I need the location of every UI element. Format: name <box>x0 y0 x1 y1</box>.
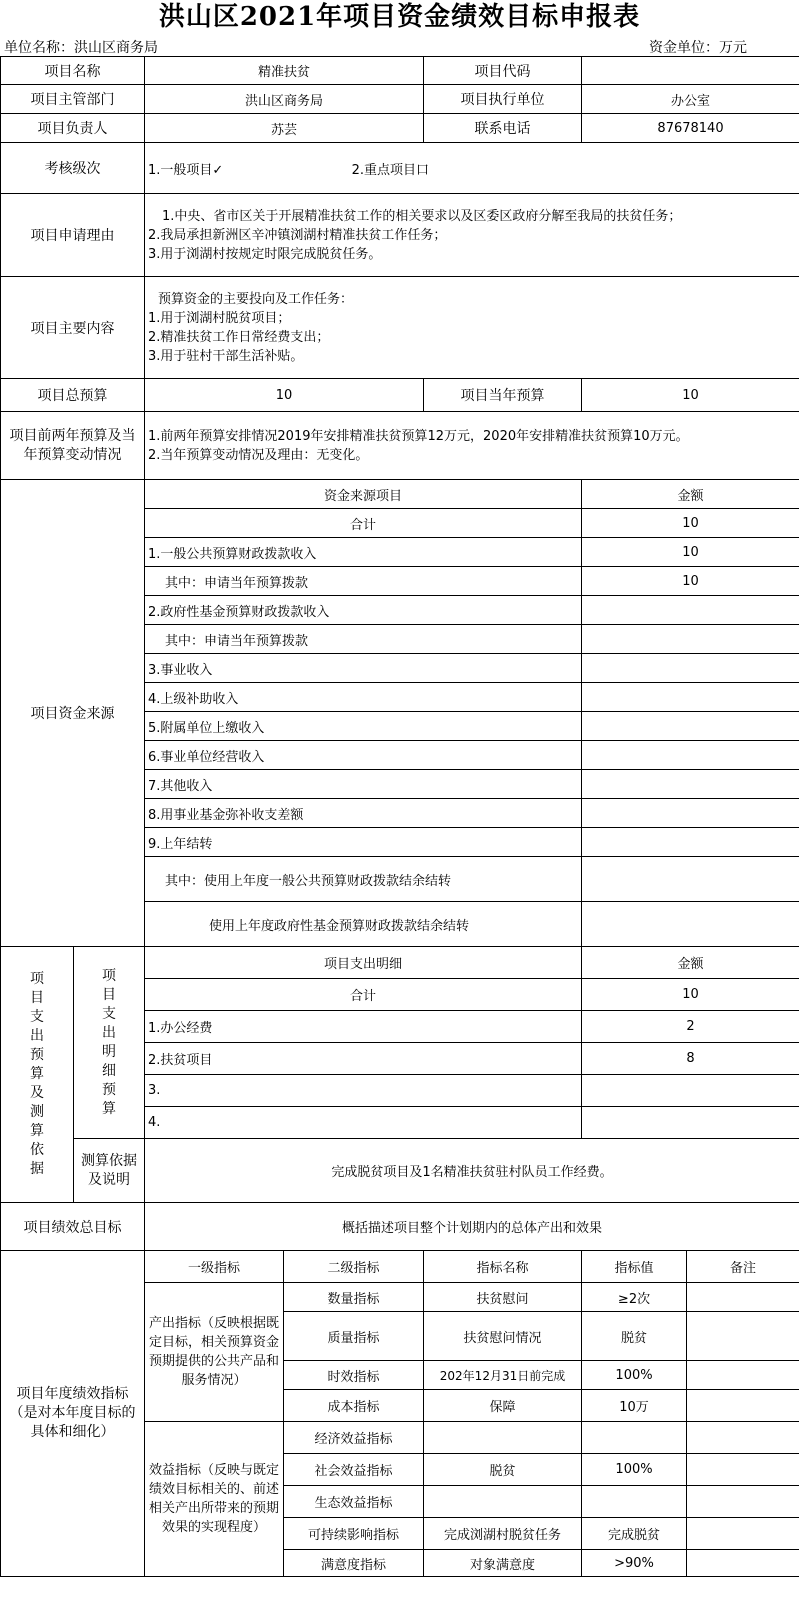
expense-row-amount: 2 <box>582 1011 799 1043</box>
expense-row-item: 合计 <box>145 979 582 1011</box>
form-subheader <box>0 34 799 56</box>
perf-name: 扶贫慰问 <box>424 1283 582 1312</box>
perf-note <box>687 1454 799 1486</box>
content-label: 项目主要内容 <box>1 277 145 379</box>
funding-row-amount <box>582 799 799 828</box>
perf-header: 一级指标 <box>145 1251 284 1283</box>
funding-header-amount: 金额 <box>582 480 799 509</box>
perf-level2: 成本指标 <box>284 1390 424 1422</box>
perf-note <box>687 1312 799 1361</box>
perf-level2: 社会效益指标 <box>284 1454 424 1486</box>
reason-line: 1.中央、省市区关于开展精准扶贫工作的相关要求以及区委区政府分解至我局的扶贫任务； <box>162 208 682 224</box>
perf-note <box>687 1422 799 1454</box>
funding-row-item: 9.上年结转 <box>145 828 582 857</box>
funding-row-item: 8.用事业基金弥补收支差额 <box>145 799 582 828</box>
funding-row-amount <box>582 683 799 712</box>
perf-level2: 数量指标 <box>284 1283 424 1312</box>
perf-value: 完成脱贫 <box>582 1518 687 1550</box>
expense-header-amount: 金额 <box>582 947 799 979</box>
funding-row-amount: 10 <box>582 567 799 596</box>
project-name-label: 项目名称 <box>1 57 145 85</box>
form-title: 洪山区2021年项目资金绩效目标申报表 <box>158 2 641 32</box>
funding-row-amount <box>582 828 799 857</box>
perf-value <box>582 1486 687 1518</box>
basis-text: 完成脱贫项目及1名精准扶贫驻村队员工作经费。 <box>145 1139 799 1203</box>
perf-note <box>687 1283 799 1312</box>
perf-level2: 可持续影响指标 <box>284 1518 424 1550</box>
perf-header: 二级指标 <box>284 1251 424 1283</box>
perf-name: 对象满意度 <box>424 1550 582 1577</box>
funding-row-item: 4.上级补助收入 <box>145 683 582 712</box>
reason-line: 3.用于浏湖村按规定时限完成脱贫任务。 <box>148 246 382 262</box>
funding-row-item: 其中：申请当年预算拨款 <box>145 567 582 596</box>
funding-row-item: 合计 <box>145 509 582 538</box>
perf-header: 备注 <box>687 1251 799 1283</box>
expense-outer-label: 项目支出预算及测算依据 <box>1 947 74 1203</box>
funding-row-amount <box>582 712 799 741</box>
basis-label: 测算依据及说明 <box>74 1139 145 1203</box>
perf-note <box>687 1390 799 1422</box>
perf-name: 脱贫 <box>424 1454 582 1486</box>
currency-unit: 资金单位：万元 <box>649 40 747 56</box>
perf-header: 指标值 <box>582 1251 687 1283</box>
perf-value: 脱贫 <box>582 1312 687 1361</box>
perf-value: 100% <box>582 1454 687 1486</box>
prev-budget-label: 项目前两年预算及当年预算变动情况 <box>1 412 145 480</box>
funding-header-item: 资金来源项目 <box>145 480 582 509</box>
funding-row-amount <box>582 902 799 947</box>
reason-line: 2.我局承担新洲区辛冲镇浏湖村精准扶贫工作任务； <box>148 227 447 243</box>
funding-label: 项目资金来源 <box>1 480 145 947</box>
reason-label: 项目申请理由 <box>1 194 145 277</box>
expense-inner-label: 项目支出明细预算 <box>74 947 145 1139</box>
level-key-option: 2.重点项目口 <box>351 162 429 178</box>
funding-row-item: 其中：使用上年度一般公共预算财政拨款结余结转 <box>145 857 582 902</box>
total-budget-value: 10 <box>145 379 424 412</box>
perf-value: ≥2次 <box>582 1283 687 1312</box>
prev-budget-line: 1.前两年预算安排情况2019年安排精准扶贫预算12万元，2020年安排精准扶贫预算10万元。 <box>148 428 689 444</box>
content-text <box>145 277 799 379</box>
perf-value: 10万 <box>582 1390 687 1422</box>
funding-row-amount: 10 <box>582 509 799 538</box>
level-label: 考核级次 <box>1 143 145 194</box>
perf-name: 保障 <box>424 1390 582 1422</box>
expense-row-item: 1.办公经费 <box>145 1011 582 1043</box>
expense-row-item: 2.扶贫项目 <box>145 1043 582 1075</box>
expense-row-item: 4. <box>145 1107 582 1139</box>
perf-name <box>424 1422 582 1454</box>
funding-row-amount <box>582 625 799 654</box>
perf-note <box>687 1550 799 1577</box>
perf-note <box>687 1486 799 1518</box>
expense-row-amount: 10 <box>582 979 799 1011</box>
total-goal-label: 项目绩效总目标 <box>1 1203 145 1251</box>
perf-name: 202年12月31日前完成 <box>424 1361 582 1390</box>
annual-indicators-label: 项目年度绩效指标（是对本年度目标的具体和细化） <box>1 1251 145 1577</box>
year-budget-value: 10 <box>582 379 799 412</box>
perf-note <box>687 1518 799 1550</box>
perf-level2: 满意度指标 <box>284 1550 424 1577</box>
prev-budget-text <box>145 412 799 480</box>
funding-row-amount: 10 <box>582 538 799 567</box>
total-goal-text: 概括描述项目整个计划期内的总体产出和效果 <box>145 1203 799 1251</box>
expense-row-amount <box>582 1075 799 1107</box>
perf-level2: 生态效益指标 <box>284 1486 424 1518</box>
funding-row-amount <box>582 654 799 683</box>
benefit-indicator-label: 效益指标（反映与既定绩效目标相关的、前述相关产出所带来的预期效果的实现程度） <box>145 1422 284 1577</box>
phone-value: 87678140 <box>582 114 799 143</box>
dept-label: 项目主管部门 <box>1 85 145 114</box>
total-budget-label: 项目总预算 <box>1 379 145 412</box>
funding-row-amount <box>582 770 799 799</box>
owner-label: 项目负责人 <box>1 114 145 143</box>
perf-name: 完成浏湖村脱贫任务 <box>424 1518 582 1550</box>
content-line: 2.精准扶贫工作日常经费支出； <box>148 329 330 345</box>
expense-row-amount: 8 <box>582 1043 799 1075</box>
year-budget-label: 项目当年预算 <box>424 379 582 412</box>
funding-row-item: 6.事业单位经营收入 <box>145 741 582 770</box>
content-line: 预算资金的主要投向及工作任务： <box>158 291 354 307</box>
funding-row-item: 1.一般公共预算财政拨款收入 <box>145 538 582 567</box>
perf-header: 指标名称 <box>424 1251 582 1283</box>
funding-row-amount <box>582 596 799 625</box>
funding-row-item: 2.政府性基金预算财政拨款收入 <box>145 596 582 625</box>
funding-row-item: 5.附属单位上缴收入 <box>145 712 582 741</box>
expense-row-item: 3. <box>145 1075 582 1107</box>
output-indicator-label: 产出指标（反映根据既定目标，相关预算资金预期提供的公共产品和服务情况） <box>145 1283 284 1422</box>
perf-note <box>687 1361 799 1390</box>
expense-row-amount <box>582 1107 799 1139</box>
perf-value: 100% <box>582 1361 687 1390</box>
level-general-option: 1.一般项目✓ <box>148 162 224 178</box>
prev-budget-line: 2.当年预算变动情况及理由：无变化。 <box>148 447 369 463</box>
funding-row-item: 3.事业收入 <box>145 654 582 683</box>
perf-name: 扶贫慰问情况 <box>424 1312 582 1361</box>
project-name-value: 精准扶贫 <box>145 57 424 85</box>
content-line: 3.用于驻村干部生活补贴。 <box>148 348 304 364</box>
unit-name: 单位名称：洪山区商务局 <box>4 40 158 56</box>
perf-value <box>582 1422 687 1454</box>
funding-row-item: 7.其他收入 <box>145 770 582 799</box>
perf-level2: 经济效益指标 <box>284 1422 424 1454</box>
reason-text <box>145 194 799 277</box>
perf-value: >90% <box>582 1550 687 1577</box>
funding-row-item: 其中：申请当年预算拨款 <box>145 625 582 654</box>
perf-level2: 质量指标 <box>284 1312 424 1361</box>
funding-row-item: 使用上年度政府性基金预算财政拨款结余结转 <box>145 902 582 947</box>
application-form-table <box>0 56 799 1577</box>
funding-row-amount <box>582 857 799 902</box>
content-line: 1.用于浏湖村脱贫项目； <box>148 310 291 326</box>
exec-unit-value: 办公室 <box>582 85 799 114</box>
exec-unit-label: 项目执行单位 <box>424 85 582 114</box>
project-code-value <box>582 57 799 85</box>
phone-label: 联系电话 <box>424 114 582 143</box>
expense-header-item: 项目支出明细 <box>145 947 582 979</box>
perf-name <box>424 1486 582 1518</box>
project-code-label: 项目代码 <box>424 57 582 85</box>
funding-row-amount <box>582 741 799 770</box>
owner-value: 苏芸 <box>145 114 424 143</box>
perf-level2: 时效指标 <box>284 1361 424 1390</box>
level-options <box>145 143 799 194</box>
dept-value: 洪山区商务局 <box>145 85 424 114</box>
